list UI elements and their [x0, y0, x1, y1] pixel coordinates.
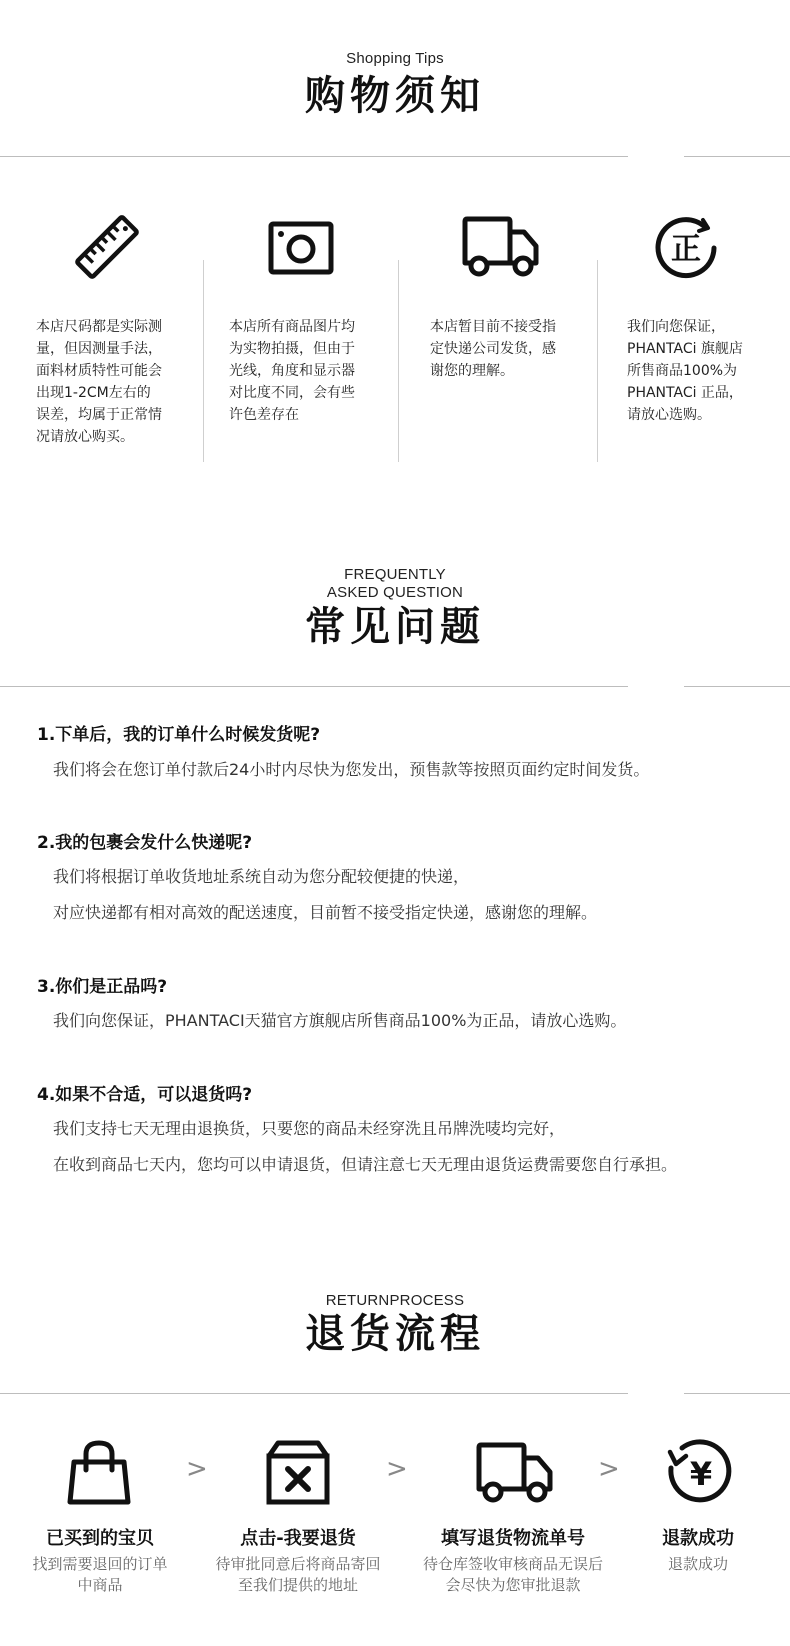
faq-answer: 我们支持七天无理由退换货，只要您的商品未经穿洗且吊牌洗唛均完好， [53, 1119, 566, 1138]
step-desc-line: 找到需要退回的订单 [32, 1555, 168, 1573]
tip-line: 况请放心购买。 [36, 429, 134, 445]
section-divider [0, 156, 628, 157]
seal-char: 正 [671, 232, 701, 267]
section-divider [684, 1393, 790, 1394]
tip-text [627, 316, 743, 426]
step-desc [0, 1554, 200, 1596]
genuine-seal-icon [654, 216, 718, 280]
step-arrow: > [186, 1454, 208, 1484]
delivery-truck-icon [476, 1442, 554, 1504]
return-box-icon [266, 1440, 330, 1506]
tip-text [229, 316, 355, 426]
return-subtitle: RETURNPROCESS [325, 1292, 465, 1309]
ruler-icon [72, 212, 142, 282]
yuan-char: ¥ [689, 1455, 713, 1493]
step-title: 点击-我要退货 [240, 1528, 356, 1549]
tip-line: 谢您的理解。 [430, 363, 514, 379]
tip-line: 请放心选购。 [627, 407, 711, 423]
column-divider [203, 260, 204, 462]
step-arrow: > [598, 1454, 620, 1484]
tip-line: 出现1-2CM左右的 [36, 385, 151, 401]
column-divider [398, 260, 399, 462]
step-desc-line: 退款成功 [667, 1555, 728, 1573]
section-divider [684, 686, 790, 687]
faq-answer: 我们将根据订单收货地址系统自动为您分配较便捷的快递， [53, 867, 470, 886]
camera-icon [268, 221, 334, 275]
faq-answer: 在收到商品七天内，您均可以申请退货，但请注意七天无理由退货运费需要您自行承担。 [53, 1155, 678, 1174]
tip-text [36, 316, 162, 448]
step-desc-line: 待审批同意后将商品寄回 [215, 1555, 381, 1573]
faq-question: 2.我的包裹会发什么快递呢? [37, 833, 253, 853]
tip-line: PHANTACi 正品， [627, 385, 743, 401]
step-title: 填写退货物流单号 [441, 1528, 585, 1549]
tip-line: 本店尺码都是实际测 [36, 319, 162, 335]
step-arrow: > [386, 1454, 408, 1484]
shopping-tips-subtitle: Shopping Tips [346, 50, 444, 67]
delivery-truck-icon [462, 216, 540, 278]
section-divider [0, 1393, 628, 1394]
step-desc-line: 中商品 [77, 1576, 123, 1594]
faq-title: 常见问题 [305, 604, 485, 650]
tip-line: 许色差存在 [229, 407, 299, 423]
tip-text [430, 316, 556, 382]
tip-line: 本店暂目前不接受指 [430, 319, 556, 335]
column-divider [597, 260, 598, 462]
faq-subtitle-line1: FREQUENTLY [344, 566, 446, 583]
tip-line: 光线，角度和显示器 [229, 363, 355, 379]
faq-answer: 对应快递都有相对高效的配送速度，目前暂不接受指定快递，感谢您的理解。 [53, 903, 598, 922]
faq-question: 3.你们是正品吗? [37, 977, 168, 997]
tip-line: PHANTACi 旗舰店 [627, 341, 743, 357]
faq-question: 4.如果不合适，可以退货吗? [37, 1085, 253, 1105]
faq-answer: 我们将会在您订单付款后24小时内尽快为您发出，预售款等按照页面约定时间发货。 [53, 760, 650, 779]
shopping-bag-icon [66, 1440, 132, 1506]
step-desc [198, 1554, 398, 1596]
tip-line: 所售商品100%为 [627, 363, 738, 379]
tip-line: 我们向您保证， [627, 319, 725, 335]
step-desc [413, 1554, 613, 1596]
tip-line: 误差，均属于正常情 [36, 407, 162, 423]
tip-line: 面料材质特性可能会 [36, 363, 162, 379]
tip-line: 定快递公司发货，感 [430, 341, 556, 357]
tip-line: 对比度不同，会有些 [229, 385, 355, 401]
refund-yuan-icon [664, 1438, 734, 1508]
step-title: 已买到的宝贝 [46, 1528, 154, 1549]
tip-line: 量，但因测量手法， [36, 341, 162, 357]
tip-line: 为实物拍摄，但由于 [229, 341, 355, 357]
return-title: 退货流程 [305, 1311, 485, 1357]
tip-line: 本店所有商品图片均 [229, 319, 355, 335]
shopping-tips-title: 购物须知 [305, 73, 485, 119]
step-title: 退款成功 [662, 1528, 734, 1549]
section-divider [684, 156, 790, 157]
faq-answer: 我们向您保证，PHANTACI天猫官方旗舰店所售商品100%为正品，请放心选购。 [53, 1011, 627, 1030]
step-desc-line: 会尽快为您审批退款 [445, 1576, 581, 1594]
section-divider [0, 686, 628, 687]
faq-question: 1.下单后，我的订单什么时候发货呢? [37, 725, 321, 745]
step-desc [598, 1554, 790, 1575]
step-desc-line: 待仓库签收审核商品无误后 [422, 1555, 603, 1573]
step-desc-line: 至我们提供的地址 [237, 1576, 358, 1594]
faq-subtitle-line2: ASKED QUESTION [326, 584, 464, 601]
